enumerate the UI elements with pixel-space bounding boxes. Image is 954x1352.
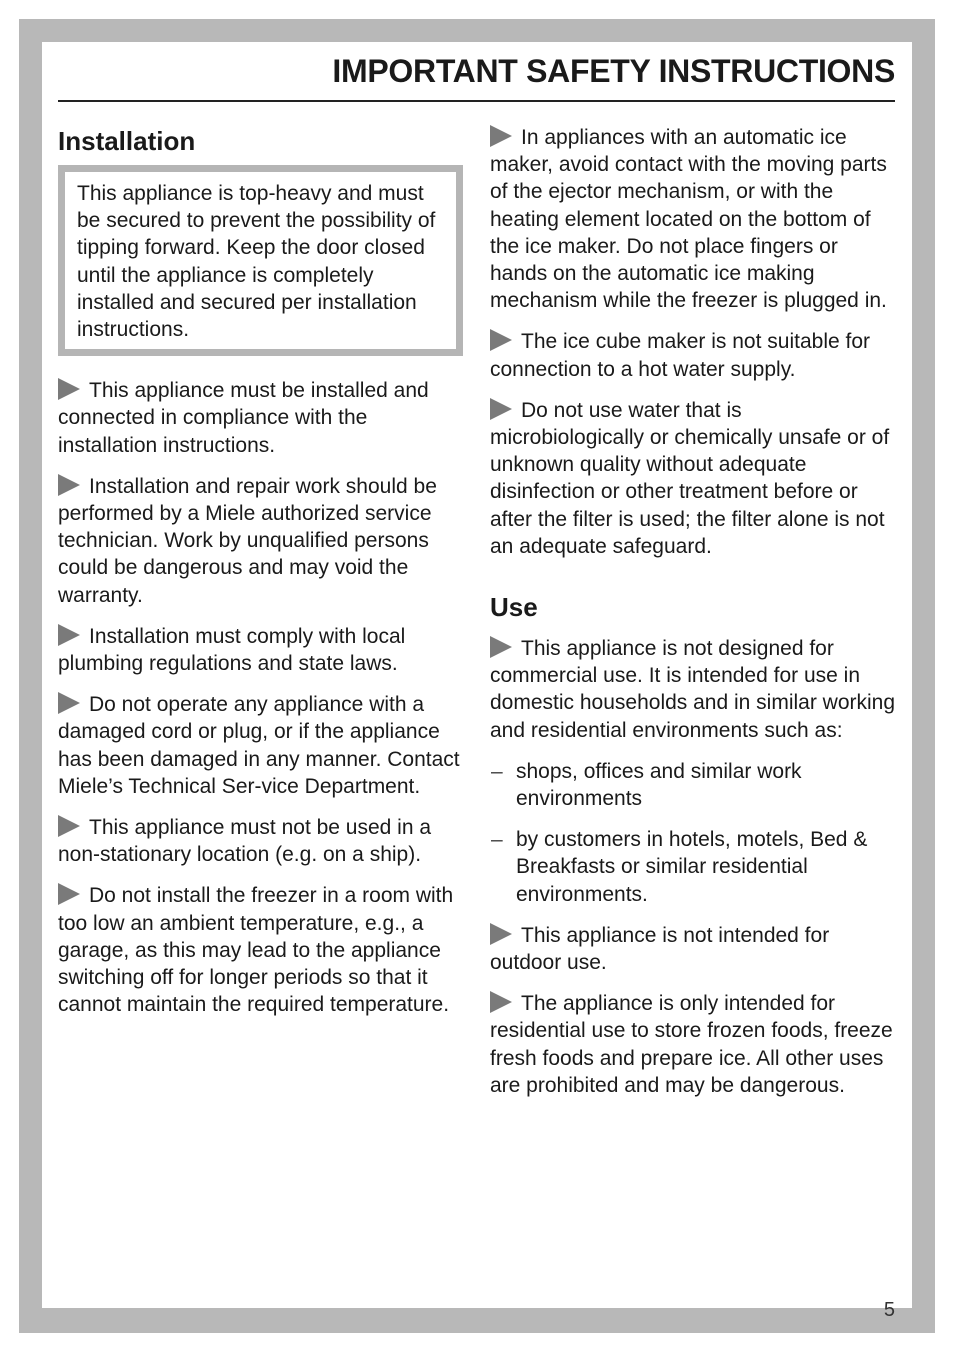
safety-item-text: The appliance is only intended for residential use to store frozen foods, freeze fresh foods and prepare ice. All other uses are prohibited and may be dangerous. xyxy=(490,992,893,1097)
list-item xyxy=(490,758,900,812)
triangle-bullet-icon xyxy=(490,991,512,1013)
safety-item-text: Do not use water that is microbiologically or chemically unsafe or of unknown quality without adequate disinfection or other treatment before or after the filter is used; the filter alone is not an adequate safeguard. xyxy=(490,398,890,558)
list-item-text: by customers in hotels, motels, Bed & Breakfasts or similar residential environments. xyxy=(516,828,868,906)
safety-item-text: This appliance must be installed and connected in compliance with the installation instructions. xyxy=(58,379,429,457)
triangle-bullet-icon xyxy=(490,329,512,351)
page-title: IMPORTANT SAFETY INSTRUCTIONS xyxy=(332,53,895,89)
triangle-bullet-icon xyxy=(490,125,512,147)
safety-item xyxy=(490,635,900,744)
right-column xyxy=(490,124,900,1113)
safety-item-text: This appliance is not intended for outdoor use. xyxy=(490,923,830,975)
safety-item xyxy=(58,623,463,677)
triangle-bullet-icon xyxy=(58,378,80,400)
warning-box: This appliance is top-heavy and must be secured to prevent the possibility of tipping forward. Keep the door closed until the appliance is completely installed and secured per installation instructions. xyxy=(58,165,463,356)
safety-item xyxy=(58,377,463,459)
dash-icon: – xyxy=(491,828,503,852)
safety-item-text: This appliance is not designed for commercial use. It is intended for use in domestic households and in similar working and residential environments such as: xyxy=(490,637,896,742)
triangle-bullet-icon xyxy=(58,883,80,905)
safety-item xyxy=(58,691,463,800)
safety-item xyxy=(490,990,900,1099)
triangle-bullet-icon xyxy=(58,474,80,496)
safety-item-text: Installation and repair work should be performed by a Miele authorized service technician. Work by unqualified persons could be dangerous and may void the warranty. xyxy=(58,474,437,607)
triangle-bullet-icon xyxy=(490,398,512,420)
safety-item-text: In appliances with an automatic ice maker, avoid contact with the moving parts of the ejector mechanism, or with the heating element located on the bottom of the ice maker. Do not place fingers or hands on the automatic ice making mechanism while the freezer is plugged in. xyxy=(490,126,887,313)
safety-item xyxy=(58,882,463,1018)
triangle-bullet-icon xyxy=(58,624,80,646)
dash-icon: – xyxy=(491,759,503,783)
left-column xyxy=(58,124,463,1032)
list-item xyxy=(490,826,900,908)
safety-item-text: Do not operate any appliance with a damaged cord or plug, or if the appliance has been damaged in any manner. Contact Miele’s Technical Ser-vice Department. xyxy=(58,693,460,798)
page-number: 5 xyxy=(883,1299,895,1321)
safety-item xyxy=(490,124,900,314)
safety-item-text: Do not install the freezer in a room with too low an ambient temperature, e.g., a garage, as this may lead to the appliance switching off for longer periods so that it cannot maintain the required temperature. xyxy=(58,884,454,1017)
safety-item xyxy=(490,397,900,560)
safety-item xyxy=(58,814,463,868)
page-header xyxy=(58,52,895,102)
safety-item-text: The ice cube maker is not suitable for connection to a hot water supply. xyxy=(490,330,871,381)
installation-heading: Installation xyxy=(58,126,196,156)
safety-item xyxy=(490,922,900,976)
safety-item xyxy=(58,473,463,609)
safety-item-text: Installation must comply with local plumbing regulations and state laws. xyxy=(58,624,406,676)
triangle-bullet-icon xyxy=(490,636,512,658)
safety-item-text: This appliance must not be used in a non-stationary location (e.g. on a ship). xyxy=(58,816,432,867)
use-heading: Use xyxy=(490,592,538,623)
triangle-bullet-icon xyxy=(58,815,80,837)
triangle-bullet-icon xyxy=(490,923,512,945)
list-item-text: shops, offices and similar work environments xyxy=(516,759,802,811)
triangle-bullet-icon xyxy=(58,692,80,714)
safety-item xyxy=(490,328,900,382)
